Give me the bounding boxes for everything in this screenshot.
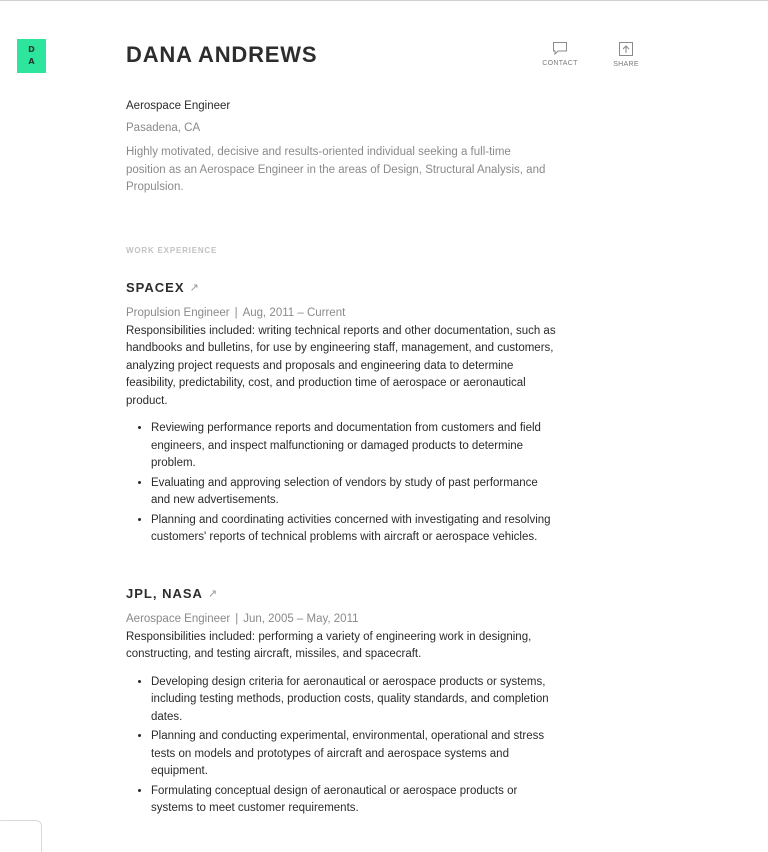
initials-logo[interactable] (17, 39, 46, 73)
external-link-icon: ↗ (207, 588, 218, 600)
list-item: • Planning and conducting experimental, environmental, operational and stress tests on models and prototypes of aircraft and aerospace systems and equipment. (151, 728, 556, 781)
list-item: • Developing design criteria for aeronautical or aerospace products or systems, including testing methods, production costs, quality standards, and completion dates. (151, 674, 556, 727)
job-title: Aerospace Engineer (126, 100, 231, 112)
job-entry (126, 280, 556, 549)
share-button[interactable] (606, 41, 646, 68)
dates: Aug, 2011 – Current (242, 307, 346, 319)
logo-initial-last: A (28, 57, 35, 66)
share-label: SHARE (613, 61, 639, 68)
company-link[interactable] (126, 586, 556, 601)
location: Pasadena, CA (126, 122, 201, 134)
contact-label: CONTACT (542, 60, 578, 67)
separator: | (234, 307, 238, 319)
separator: | (235, 613, 239, 625)
responsibility-list (126, 674, 556, 818)
summary: Highly motivated, decisive and results-oriented individual seeking a full-time position as an Aerospace Engineer in the areas of Design, Structural Analysis, and Propulsion. (126, 146, 546, 193)
candidate-name: DANA ANDREWS (126, 42, 318, 67)
list-item: • Planning and coordinating activities concerned with investigating and resolving customers' reports of technical problems with aircraft or aerospace vehicles. (151, 512, 556, 547)
share-upload-icon (618, 41, 634, 57)
role: Aerospace Engineer (126, 613, 231, 625)
job-meta (126, 305, 556, 323)
job-description: Responsibilities included: writing technical reports and other documentation, such as handbooks and bulletins, for use by engineering staff, management, and customers, analyzing project requests and proposals and engineering data to determine feasibility, predictability, cost, and production time of aerospace or aeronautical product. (126, 324, 556, 407)
job-entry (126, 586, 556, 820)
job-description: Responsibilities included: performing a variety of engineering work in designing, constructing, and testing aircraft, missiles, and spacecraft. (126, 630, 532, 660)
list-item: • Formulating conceptual design of aeronautical or aerospace products or systems to meet customer requirements. (151, 783, 556, 818)
responsibility-list (126, 420, 556, 547)
logo-initial-first: D (28, 45, 35, 54)
job-meta (126, 611, 556, 629)
role: Propulsion Engineer (126, 307, 230, 319)
dates: Jun, 2005 – May, 2011 (243, 613, 359, 625)
company-name: JPL, NASA (126, 586, 203, 601)
contact-button[interactable] (540, 41, 580, 67)
list-item: • Reviewing performance reports and documentation from customers and field engineers, and inspect malfunctioning or damaged products to determine problem. (151, 420, 556, 473)
speech-bubble-icon (552, 41, 568, 56)
company-name: SPACEX (126, 280, 185, 295)
section-title-work-experience: WORK EXPERIENCE (126, 246, 218, 255)
list-item: • Evaluating and approving selection of vendors by study of past performance and new advertisements. (151, 475, 556, 510)
external-link-icon: ↗ (189, 282, 199, 294)
chat-widget[interactable] (0, 820, 42, 852)
company-link[interactable] (126, 280, 556, 295)
